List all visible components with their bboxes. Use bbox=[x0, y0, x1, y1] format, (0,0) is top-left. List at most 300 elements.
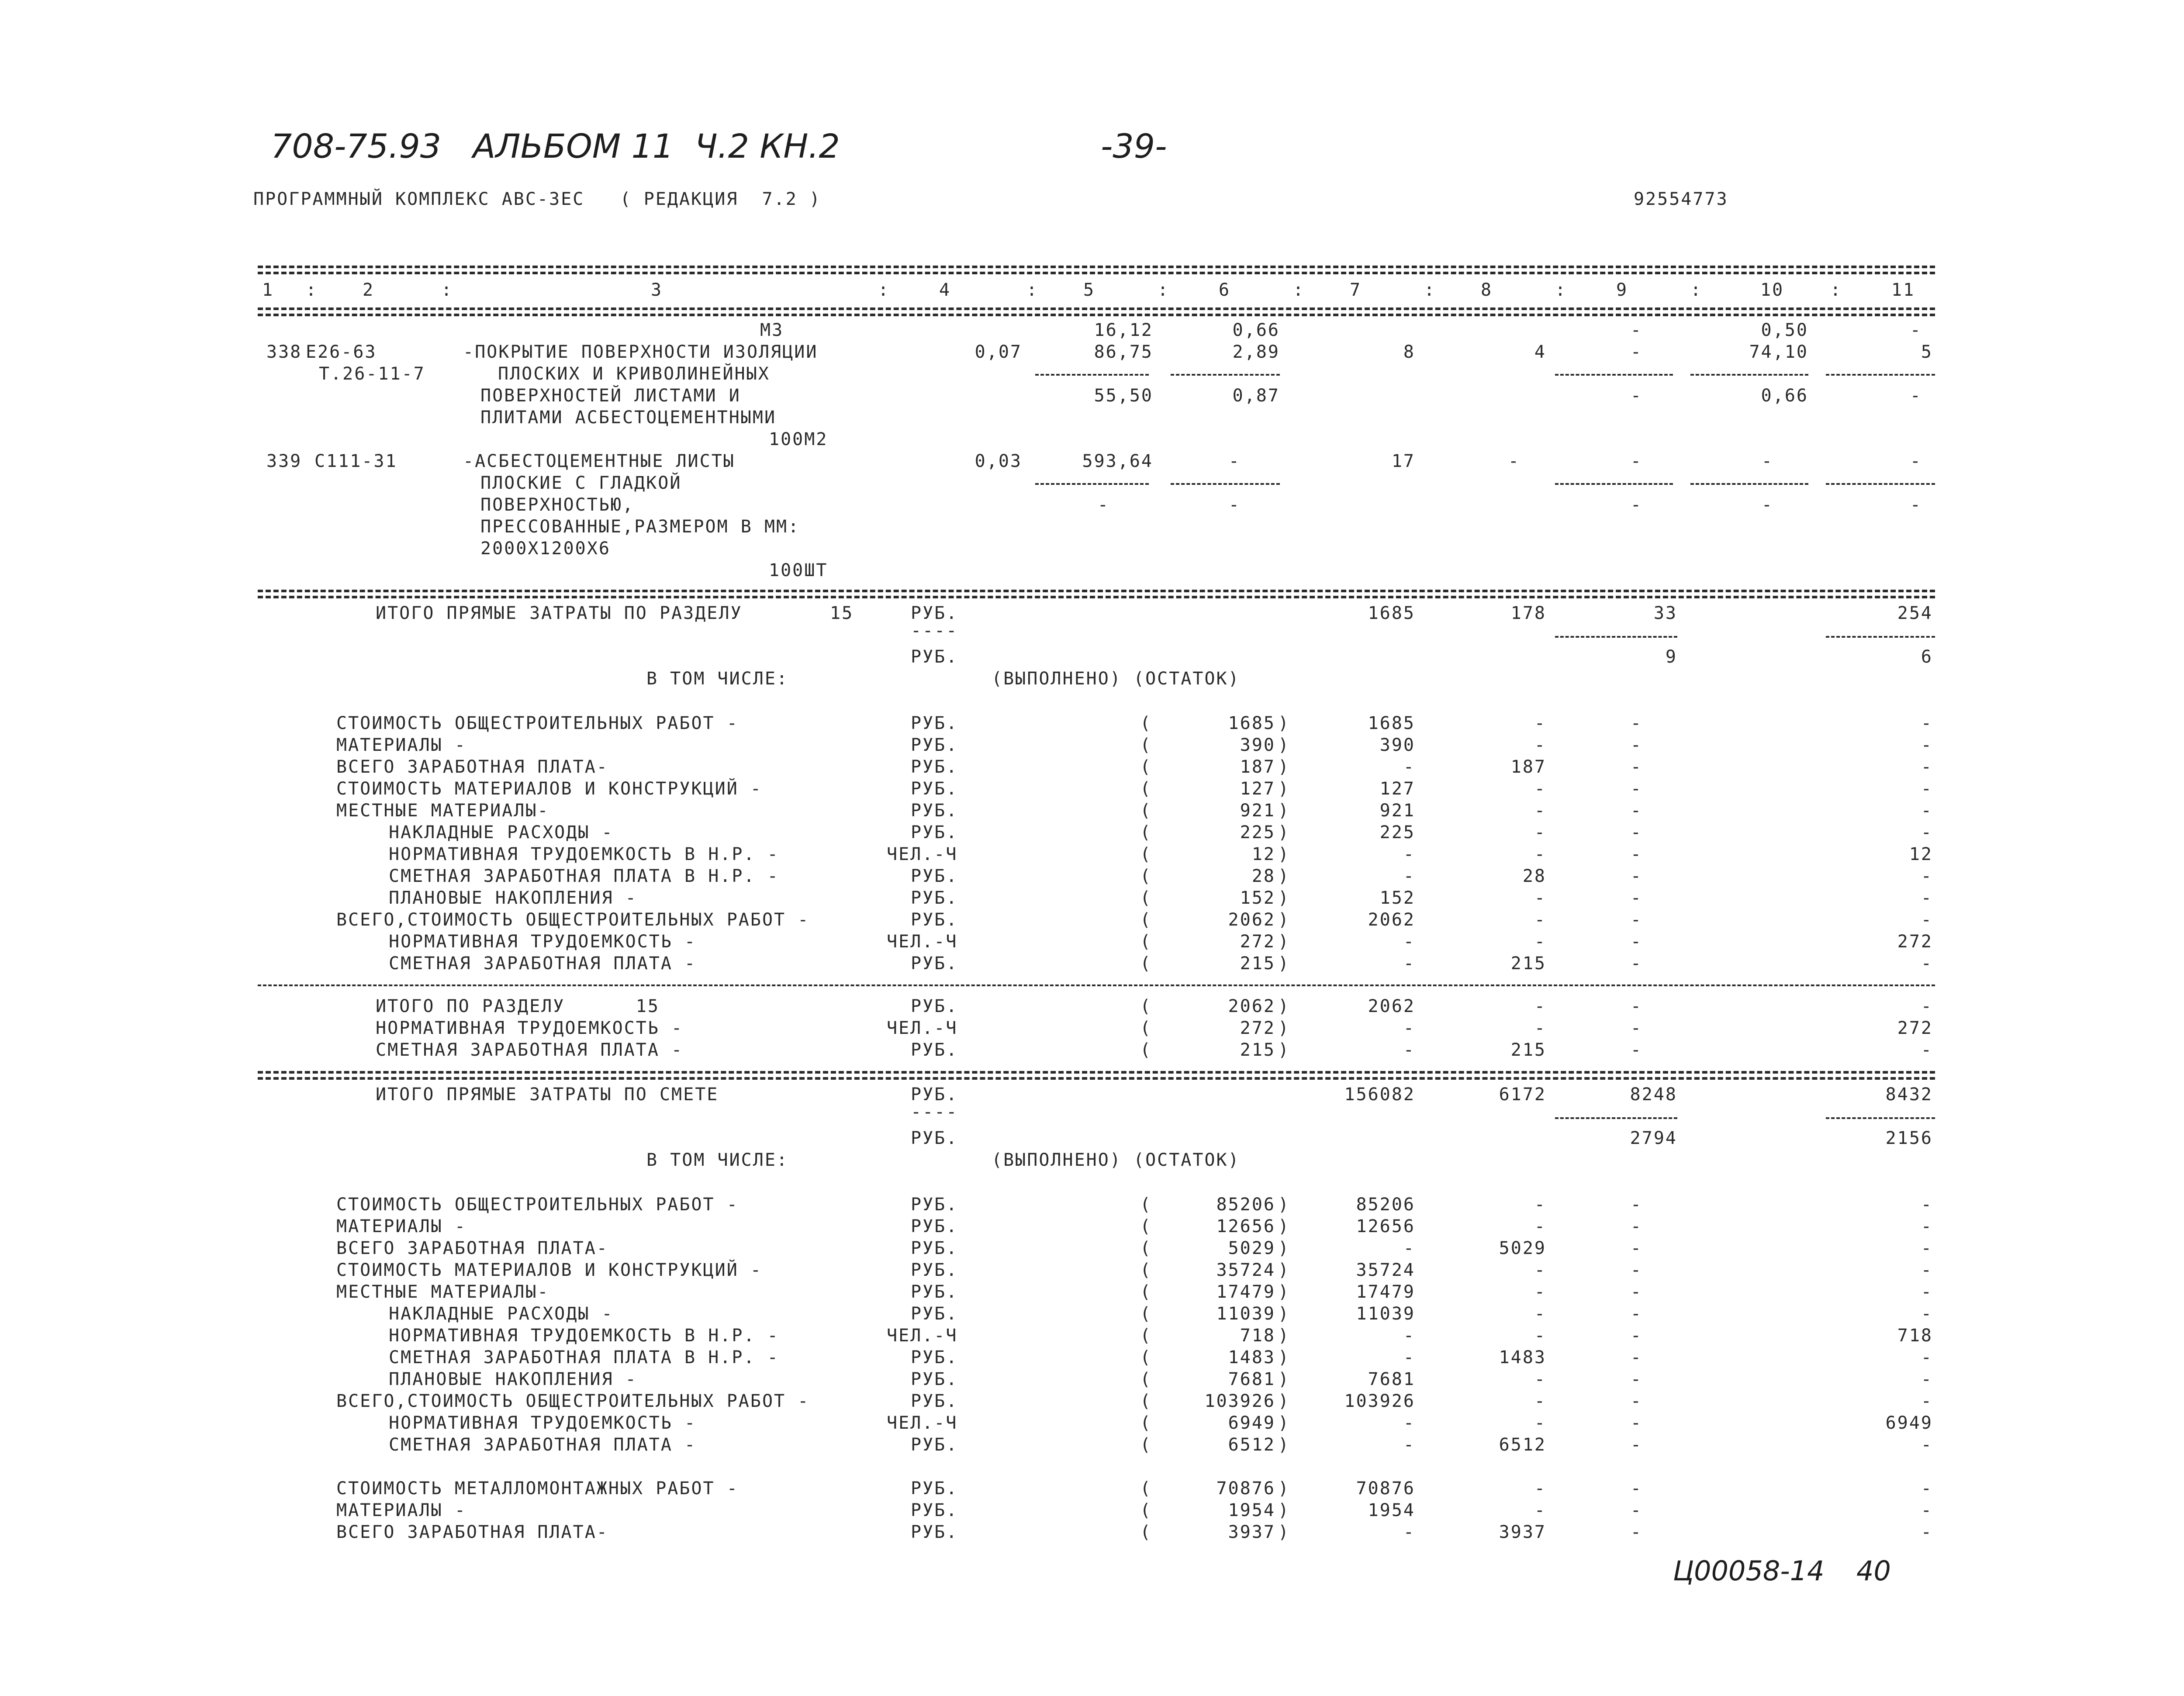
column-separator: : bbox=[878, 280, 890, 300]
estimate-row-col7: 85206 bbox=[1356, 1195, 1415, 1215]
section-row-paren-close: ) bbox=[1278, 844, 1290, 864]
section-total-row-col9: - bbox=[1630, 1018, 1642, 1038]
item-339-col7: 17 bbox=[1391, 451, 1415, 471]
estimate-total-col7: 156082 bbox=[1344, 1085, 1415, 1105]
item-338-subrule-col11 bbox=[1826, 374, 1935, 376]
estimate-row-label: СТОИМОСТЬ МАТЕРИАЛОВ И КОНСТРУКЦИЙ - bbox=[336, 1260, 762, 1280]
estimate-row-col8: - bbox=[1534, 1304, 1546, 1324]
estimate-row-col9: - bbox=[1630, 1435, 1642, 1455]
item-339-desc-5: 2000Х1200Х6 bbox=[480, 539, 611, 559]
estimate-row-col9: - bbox=[1630, 1282, 1642, 1302]
section-row-label: СМЕТНАЯ ЗАРАБОТНАЯ ПЛАТА В Н.Р. - bbox=[389, 866, 779, 886]
estimate-row-paren-close: ) bbox=[1278, 1282, 1290, 1302]
section-total-row-unit: РУБ. bbox=[911, 1040, 958, 1060]
estimate-including-label: В ТОМ ЧИСЛЕ: bbox=[646, 1150, 788, 1170]
item-338-col6-line1: 0,66 bbox=[1232, 320, 1280, 340]
estimate-row-col9: - bbox=[1630, 1304, 1642, 1324]
estimate-total-subrule-col9 bbox=[1555, 1117, 1677, 1119]
section-total-row-col9: - bbox=[1630, 996, 1642, 1016]
estimate-metal-row-paren-open: ( bbox=[1140, 1478, 1152, 1499]
section-row-unit: РУБ. bbox=[911, 953, 958, 974]
page-number: -39- bbox=[1101, 127, 1167, 166]
section-total-title: ИТОГО ПРЯМЫЕ ЗАТРАТЫ ПО РАЗДЕЛУ bbox=[376, 603, 743, 623]
column-header-10: 10 bbox=[1760, 280, 1784, 300]
section-row-label: МЕСТНЫЕ МАТЕРИАЛЫ- bbox=[336, 801, 549, 821]
item-339-subrule-col5 bbox=[1035, 483, 1149, 485]
section-row-label: СМЕТНАЯ ЗАРАБОТНАЯ ПЛАТА - bbox=[389, 953, 697, 974]
item-338-col11-line2: 5 bbox=[1921, 342, 1933, 362]
section-row-unit: РУБ. bbox=[911, 910, 958, 930]
estimate-row-col8: - bbox=[1534, 1391, 1546, 1411]
item-338-col9-line3: - bbox=[1630, 386, 1642, 406]
estimate-total-title: ИТОГО ПРЯМЫЕ ЗАТРАТЫ ПО СМЕТЕ bbox=[376, 1085, 719, 1105]
section-including-label: В ТОМ ЧИСЛЕ: bbox=[646, 669, 788, 689]
header-rule-top bbox=[258, 266, 1935, 268]
section-row-paren-close: ) bbox=[1278, 822, 1290, 843]
section-row-unit: ЧЕЛ.-Ч bbox=[887, 844, 958, 864]
estimate-row-col9: - bbox=[1630, 1195, 1642, 1215]
estimate-row-label: ПЛАНОВЫЕ НАКОПЛЕНИЯ - bbox=[389, 1369, 637, 1389]
estimate-row-unit: РУБ. bbox=[911, 1304, 958, 1324]
section-row-col8: - bbox=[1534, 844, 1546, 864]
section-row-paren-open: ( bbox=[1140, 844, 1152, 864]
section-row-paren-close: ) bbox=[1278, 953, 1290, 974]
section-total-col9-b: 9 bbox=[1665, 647, 1677, 667]
estimate-row-unit: ЧЕЛ.-Ч bbox=[887, 1413, 958, 1433]
section-row-paren-close: ) bbox=[1278, 888, 1290, 908]
item-338-col5-line3: 55,50 bbox=[1094, 386, 1153, 406]
estimate-row-col11: - bbox=[1921, 1304, 1933, 1324]
item-339-qty: 0,03 bbox=[975, 451, 1022, 471]
estimate-row-done-value: 7681 bbox=[1228, 1369, 1275, 1389]
estimate-row-unit: РУБ. bbox=[911, 1195, 958, 1215]
estimate-row-label: ВСЕГО ЗАРАБОТНАЯ ПЛАТА- bbox=[336, 1238, 608, 1258]
estimate-row-paren-open: ( bbox=[1140, 1304, 1152, 1324]
item-338-number: 338 bbox=[266, 342, 302, 362]
item-338-col9-line1: - bbox=[1630, 320, 1642, 340]
estimate-row-done-value: 85206 bbox=[1216, 1195, 1275, 1215]
section-row-col11: - bbox=[1921, 713, 1933, 733]
item-339-col5-b: - bbox=[1097, 495, 1109, 515]
column-separator: : bbox=[306, 280, 318, 300]
section-row-col7: 1685 bbox=[1368, 713, 1415, 733]
section-total-row-paren-open: ( bbox=[1140, 1040, 1152, 1060]
item-339-subrule-col10 bbox=[1690, 483, 1808, 485]
section-total-row-paren-close: ) bbox=[1278, 1018, 1290, 1038]
column-separator: : bbox=[1555, 280, 1567, 300]
section-total-row-unit: РУБ. bbox=[911, 996, 958, 1016]
estimate-metal-row-label: МАТЕРИАЛЫ - bbox=[336, 1500, 467, 1520]
estimate-row-label: МАТЕРИАЛЫ - bbox=[336, 1216, 467, 1237]
section-row-col11: - bbox=[1921, 953, 1933, 974]
estimate-metal-row-done-value: 1954 bbox=[1228, 1500, 1275, 1520]
section-row-col9: - bbox=[1630, 888, 1642, 908]
section-row-paren-open: ( bbox=[1140, 822, 1152, 843]
estimate-metal-row-paren-close: ) bbox=[1278, 1478, 1290, 1499]
estimate-row-col7: 11039 bbox=[1356, 1304, 1415, 1324]
section-row-col9: - bbox=[1630, 844, 1642, 864]
header-rule-bottom-2 bbox=[258, 314, 1935, 316]
item-338-col9-line2: - bbox=[1630, 342, 1642, 362]
estimate-row-paren-close: ) bbox=[1278, 1435, 1290, 1455]
section-row-paren-close: ) bbox=[1278, 801, 1290, 821]
section-row-paren-open: ( bbox=[1140, 866, 1152, 886]
estimate-row-col7: - bbox=[1403, 1238, 1415, 1258]
section-row-paren-close: ) bbox=[1278, 757, 1290, 777]
estimate-row-col9: - bbox=[1630, 1369, 1642, 1389]
estimate-row-paren-open: ( bbox=[1140, 1216, 1152, 1237]
section-row-col9: - bbox=[1630, 910, 1642, 930]
estimate-row-paren-close: ) bbox=[1278, 1304, 1290, 1324]
item-339-subrule-col11 bbox=[1826, 483, 1935, 485]
estimate-row-col7: 12656 bbox=[1356, 1216, 1415, 1237]
section-row-paren-open: ( bbox=[1140, 757, 1152, 777]
section-row-label: МАТЕРИАЛЫ - bbox=[336, 735, 467, 755]
estimate-row-done-value: 6512 bbox=[1228, 1435, 1275, 1455]
section-total-row-done-value: 2062 bbox=[1228, 996, 1275, 1016]
estimate-row-done-value: 1483 bbox=[1228, 1347, 1275, 1368]
estimate-total-col9-b: 2794 bbox=[1630, 1128, 1677, 1148]
section-rule-top-2 bbox=[258, 596, 1935, 598]
column-header-2: 2 bbox=[363, 280, 375, 300]
estimate-row-col7: - bbox=[1403, 1413, 1415, 1433]
item-339-desc-3: ПОВЕРХНОСТЬЮ, bbox=[480, 495, 635, 515]
section-total-col11-b: 6 bbox=[1921, 647, 1933, 667]
item-339-col11-b: - bbox=[1910, 495, 1922, 515]
estimate-row-label: НАКЛАДНЫЕ РАСХОДЫ - bbox=[389, 1304, 614, 1324]
estimate-metal-row-paren-open: ( bbox=[1140, 1500, 1152, 1520]
item-339-col8: - bbox=[1508, 451, 1520, 471]
section-row-col7: 152 bbox=[1379, 888, 1415, 908]
section-total-row-col11: - bbox=[1921, 1040, 1933, 1060]
section-row-col11: 12 bbox=[1909, 844, 1933, 864]
section-row-done-value: 2062 bbox=[1228, 910, 1275, 930]
item-339-desc-4: ПРЕССОВАННЫЕ,РАЗМЕРОМ В ММ: bbox=[480, 517, 800, 537]
item-338-subrule-col9 bbox=[1555, 374, 1673, 376]
item-339-col10-b: - bbox=[1761, 495, 1773, 515]
estimate-row-paren-close: ) bbox=[1278, 1347, 1290, 1368]
section-total-row-label: СМЕТНАЯ ЗАРАБОТНАЯ ПЛАТА - bbox=[376, 1040, 684, 1060]
section-row-label: НОРМАТИВНАЯ ТРУДОЕМКОСТЬ В Н.Р. - bbox=[389, 844, 779, 864]
estimate-metal-row-label: ВСЕГО ЗАРАБОТНАЯ ПЛАТА- bbox=[336, 1522, 608, 1542]
estimate-row-col8: 5029 bbox=[1499, 1238, 1546, 1258]
estimate-row-done-value: 6949 bbox=[1228, 1413, 1275, 1433]
estimate-row-done-value: 718 bbox=[1240, 1326, 1275, 1346]
section-row-col11: - bbox=[1921, 822, 1933, 843]
item-338-code-2: Т.26-11-7 bbox=[319, 364, 425, 384]
item-338-col10-line1: 0,50 bbox=[1761, 320, 1808, 340]
estimate-row-unit: РУБ. bbox=[911, 1369, 958, 1389]
section-row-paren-open: ( bbox=[1140, 735, 1152, 755]
estimate-metal-row-col9: - bbox=[1630, 1522, 1642, 1542]
estimate-row-col11: 6949 bbox=[1885, 1413, 1933, 1433]
section-total-dashes: ---- bbox=[911, 621, 958, 641]
section-row-paren-open: ( bbox=[1140, 801, 1152, 821]
estimate-row-col9: - bbox=[1630, 1260, 1642, 1280]
section-total-row-col8: 215 bbox=[1510, 1040, 1546, 1060]
estimate-row-unit: РУБ. bbox=[911, 1216, 958, 1237]
section-subtotal-rule bbox=[258, 984, 1935, 986]
section-total-col7: 1685 bbox=[1368, 603, 1415, 623]
section-row-paren-open: ( bbox=[1140, 779, 1152, 799]
item-338-desc-2: ПЛОСКИХ И КРИВОЛИНЕЙНЫХ bbox=[498, 364, 770, 384]
section-total-row-paren-close: ) bbox=[1278, 1040, 1290, 1060]
section-row-col9: - bbox=[1630, 713, 1642, 733]
item-338-subrule-col10 bbox=[1690, 374, 1808, 376]
section-row-done-value: 127 bbox=[1240, 779, 1275, 799]
item-339-subrule-col6 bbox=[1171, 483, 1280, 485]
estimate-total-unit: РУБ. bbox=[911, 1085, 958, 1105]
section-row-done-value: 28 bbox=[1251, 866, 1275, 886]
estimate-row-col11: - bbox=[1921, 1216, 1933, 1237]
item-338-col6-line2: 2,89 bbox=[1232, 342, 1280, 362]
section-row-paren-close: ) bbox=[1278, 932, 1290, 952]
estimate-metal-row-unit: РУБ. bbox=[911, 1522, 958, 1542]
column-header-3: 3 bbox=[651, 280, 663, 300]
section-row-unit: РУБ. bbox=[911, 822, 958, 843]
estimate-row-label: НОРМАТИВНАЯ ТРУДОЕМКОСТЬ В Н.Р. - bbox=[389, 1326, 779, 1346]
section-row-col11: 272 bbox=[1897, 932, 1933, 952]
section-total-row-col11: 272 bbox=[1897, 1018, 1933, 1038]
section-row-col8: - bbox=[1534, 822, 1546, 843]
section-total-row-col11: - bbox=[1921, 996, 1933, 1016]
column-header-7: 7 bbox=[1350, 280, 1362, 300]
estimate-row-paren-close: ) bbox=[1278, 1238, 1290, 1258]
section-total-unit: РУБ. bbox=[911, 603, 958, 623]
section-row-done-value: 215 bbox=[1240, 953, 1275, 974]
section-row-paren-close: ) bbox=[1278, 735, 1290, 755]
section-row-paren-open: ( bbox=[1140, 888, 1152, 908]
column-separator: : bbox=[1158, 280, 1170, 300]
section-row-col7: - bbox=[1403, 757, 1415, 777]
section-total-row-paren-open: ( bbox=[1140, 996, 1152, 1016]
estimate-row-paren-open: ( bbox=[1140, 1260, 1152, 1280]
estimate-row-unit: РУБ. bbox=[911, 1347, 958, 1368]
item-339-col9: - bbox=[1630, 451, 1642, 471]
estimate-metal-row-paren-close: ) bbox=[1278, 1500, 1290, 1520]
estimate-row-col9: - bbox=[1630, 1413, 1642, 1433]
section-done-remaining-label: (ВЫПОЛНЕНО) (ОСТАТОК) bbox=[992, 669, 1240, 689]
estimate-row-label: СТОИМОСТЬ ОБЩЕСТРОИТЕЛЬНЫХ РАБОТ - bbox=[336, 1195, 739, 1215]
estimate-row-paren-open: ( bbox=[1140, 1282, 1152, 1302]
item-339-code: С111-31 bbox=[314, 451, 397, 471]
section-row-col11: - bbox=[1921, 866, 1933, 886]
estimate-metal-row-done-value: 3937 bbox=[1228, 1522, 1275, 1542]
item-339-col5: 593,64 bbox=[1082, 451, 1153, 471]
section-total-row-done-value: 272 bbox=[1240, 1018, 1275, 1038]
estimate-row-col9: - bbox=[1630, 1391, 1642, 1411]
section-row-unit: РУБ. bbox=[911, 735, 958, 755]
column-separator: : bbox=[1293, 280, 1305, 300]
estimate-row-paren-open: ( bbox=[1140, 1413, 1152, 1433]
estimate-metal-row-col8: - bbox=[1534, 1500, 1546, 1520]
estimate-row-unit: ЧЕЛ.-Ч bbox=[887, 1326, 958, 1346]
item-338-col11-line3: - bbox=[1910, 386, 1922, 406]
estimate-metal-row-col7: - bbox=[1403, 1522, 1415, 1542]
section-total-row-col8: - bbox=[1534, 1018, 1546, 1038]
estimate-row-done-value: 5029 bbox=[1228, 1238, 1275, 1258]
document-code: 92554773 bbox=[1634, 189, 1728, 209]
column-header-1: 1 bbox=[262, 280, 274, 300]
estimate-rule-top-2 bbox=[258, 1077, 1935, 1080]
estimate-row-col7: - bbox=[1403, 1347, 1415, 1368]
item-338-col6-line3: 0,87 bbox=[1232, 386, 1280, 406]
section-row-col8: - bbox=[1534, 713, 1546, 733]
estimate-row-paren-open: ( bbox=[1140, 1435, 1152, 1455]
section-total-row-col7: - bbox=[1403, 1018, 1415, 1038]
estimate-metal-row-paren-close: ) bbox=[1278, 1522, 1290, 1542]
section-row-col8: 215 bbox=[1510, 953, 1546, 974]
estimate-done-remaining-label: (ВЫПОЛНЕНО) (ОСТАТОК) bbox=[992, 1150, 1240, 1170]
estimate-total-col9: 8248 bbox=[1630, 1085, 1677, 1105]
estimate-row-label: МЕСТНЫЕ МАТЕРИАЛЫ- bbox=[336, 1282, 549, 1302]
section-row-label: ПЛАНОВЫЕ НАКОПЛЕНИЯ - bbox=[389, 888, 637, 908]
estimate-row-col11: - bbox=[1921, 1435, 1933, 1455]
estimate-row-paren-close: ) bbox=[1278, 1369, 1290, 1389]
section-row-unit: РУБ. bbox=[911, 757, 958, 777]
column-header-8: 8 bbox=[1481, 280, 1493, 300]
section-row-done-value: 225 bbox=[1240, 822, 1275, 843]
section-total-row-paren-close: ) bbox=[1278, 996, 1290, 1016]
section-row-col8: - bbox=[1534, 801, 1546, 821]
handwritten-stamp-code: Ц00058-14 bbox=[1673, 1555, 1825, 1587]
estimate-row-col11: - bbox=[1921, 1260, 1933, 1280]
section-row-unit: РУБ. bbox=[911, 801, 958, 821]
section-row-paren-open: ( bbox=[1140, 713, 1152, 733]
estimate-row-unit: РУБ. bbox=[911, 1282, 958, 1302]
section-total-row-col8: - bbox=[1534, 996, 1546, 1016]
estimate-row-col7: 17479 bbox=[1356, 1282, 1415, 1302]
section-total-subrule-col9 bbox=[1555, 636, 1677, 638]
column-separator: : bbox=[1690, 280, 1703, 300]
section-row-col7: - bbox=[1403, 953, 1415, 974]
estimate-metal-row-col7: 1954 bbox=[1368, 1500, 1415, 1520]
section-total-row-paren-open: ( bbox=[1140, 1018, 1152, 1038]
section-row-col8: - bbox=[1534, 932, 1546, 952]
item-338-col8: 4 bbox=[1534, 342, 1546, 362]
estimate-total-subrule-col11 bbox=[1826, 1117, 1935, 1119]
section-row-col11: - bbox=[1921, 735, 1933, 755]
section-row-paren-open: ( bbox=[1140, 932, 1152, 952]
section-row-col9: - bbox=[1630, 953, 1642, 974]
estimate-metal-row-col11: - bbox=[1921, 1500, 1933, 1520]
estimate-row-col9: - bbox=[1630, 1326, 1642, 1346]
section-row-done-value: 12 bbox=[1251, 844, 1275, 864]
section-row-col7: - bbox=[1403, 844, 1415, 864]
section-row-col9: - bbox=[1630, 866, 1642, 886]
handwritten-sheet-number: 40 bbox=[1856, 1555, 1891, 1587]
section-row-col7: 921 bbox=[1379, 801, 1415, 821]
section-row-col9: - bbox=[1630, 801, 1642, 821]
estimate-row-paren-open: ( bbox=[1140, 1391, 1152, 1411]
section-row-paren-close: ) bbox=[1278, 866, 1290, 886]
section-total-row-label: ИТОГО ПО РАЗДЕЛУ 15 bbox=[376, 996, 660, 1016]
section-total-row-done-value: 215 bbox=[1240, 1040, 1275, 1060]
section-total-row-label: НОРМАТИВНАЯ ТРУДОЕМКОСТЬ - bbox=[376, 1018, 684, 1038]
item-338-qty: 0,07 bbox=[975, 342, 1022, 362]
section-row-col11: - bbox=[1921, 801, 1933, 821]
section-total-number: 15 bbox=[830, 603, 854, 623]
estimate-row-paren-close: ) bbox=[1278, 1413, 1290, 1433]
section-row-col7: - bbox=[1403, 866, 1415, 886]
estimate-row-col8: - bbox=[1534, 1260, 1546, 1280]
handwritten-album-reference: 708-75.93 АЛЬБОМ 11 Ч.2 КН.2 bbox=[271, 127, 840, 166]
estimate-row-unit: РУБ. bbox=[911, 1260, 958, 1280]
item-338-desc-1: -ПОКРЫТИЕ ПОВЕРХНОСТИ ИЗОЛЯЦИИ bbox=[463, 342, 818, 362]
header-rule-bottom bbox=[258, 307, 1935, 310]
item-338-unit: 100М2 bbox=[769, 429, 828, 449]
estimate-metal-row-col7: 70876 bbox=[1356, 1478, 1415, 1499]
item-339-col6-b: - bbox=[1228, 495, 1241, 515]
estimate-metal-row-done-value: 70876 bbox=[1216, 1478, 1275, 1499]
section-row-col9: - bbox=[1630, 735, 1642, 755]
estimate-row-col8: 1483 bbox=[1499, 1347, 1546, 1368]
unit-m3: М3 bbox=[760, 320, 784, 340]
section-row-col7: 390 bbox=[1379, 735, 1415, 755]
section-row-col8: 28 bbox=[1522, 866, 1546, 886]
estimate-row-col9: - bbox=[1630, 1238, 1642, 1258]
section-row-label: ВСЕГО,СТОИМОСТЬ ОБЩЕСТРОИТЕЛЬНЫХ РАБОТ - bbox=[336, 910, 810, 930]
section-row-done-value: 272 bbox=[1240, 932, 1275, 952]
estimate-row-done-value: 103926 bbox=[1204, 1391, 1275, 1411]
section-row-unit: РУБ. bbox=[911, 866, 958, 886]
section-row-unit: РУБ. bbox=[911, 713, 958, 733]
estimate-rule-top bbox=[258, 1071, 1935, 1074]
column-header-9: 9 bbox=[1616, 280, 1628, 300]
estimate-total-dashes: ---- bbox=[911, 1102, 958, 1122]
estimate-row-label: НОРМАТИВНАЯ ТРУДОЕМКОСТЬ - bbox=[389, 1413, 697, 1433]
estimate-metal-row-col9: - bbox=[1630, 1500, 1642, 1520]
estimate-row-col9: - bbox=[1630, 1347, 1642, 1368]
section-row-col11: - bbox=[1921, 888, 1933, 908]
section-row-col7: 127 bbox=[1379, 779, 1415, 799]
estimate-row-col8: - bbox=[1534, 1216, 1546, 1237]
section-row-done-value: 1685 bbox=[1228, 713, 1275, 733]
estimate-row-col7: 35724 bbox=[1356, 1260, 1415, 1280]
section-row-unit: ЧЕЛ.-Ч bbox=[887, 932, 958, 952]
column-header-6: 6 bbox=[1219, 280, 1231, 300]
estimate-row-paren-open: ( bbox=[1140, 1238, 1152, 1258]
estimate-total-col11-b: 2156 bbox=[1885, 1128, 1933, 1148]
item-339-col6: - bbox=[1228, 451, 1241, 471]
item-338-desc-3: ПОВЕРХНОСТЕЙ ЛИСТАМИ И bbox=[480, 386, 741, 406]
section-row-col7: 225 bbox=[1379, 822, 1415, 843]
item-338-col10-line2: 74,10 bbox=[1749, 342, 1808, 362]
section-row-paren-open: ( bbox=[1140, 910, 1152, 930]
column-separator: : bbox=[1026, 280, 1039, 300]
item-339-col10: - bbox=[1761, 451, 1773, 471]
estimate-row-paren-open: ( bbox=[1140, 1369, 1152, 1389]
section-row-col8: - bbox=[1534, 910, 1546, 930]
column-separator: : bbox=[1830, 280, 1842, 300]
estimate-row-paren-close: ) bbox=[1278, 1391, 1290, 1411]
section-row-col7: - bbox=[1403, 932, 1415, 952]
item-339-desc-1: -АСБЕСТОЦЕМЕНТНЫЕ ЛИСТЫ bbox=[463, 451, 735, 471]
section-rule-top bbox=[258, 590, 1935, 592]
item-338-code: Е26-63 bbox=[306, 342, 377, 362]
estimate-row-col9: - bbox=[1630, 1216, 1642, 1237]
estimate-row-col7: 7681 bbox=[1368, 1369, 1415, 1389]
section-total-col8: 178 bbox=[1510, 603, 1546, 623]
section-total-col11: 254 bbox=[1897, 603, 1933, 623]
estimate-row-unit: РУБ. bbox=[911, 1391, 958, 1411]
section-total-subrule-col11 bbox=[1826, 636, 1935, 638]
estimate-metal-row-col11: - bbox=[1921, 1522, 1933, 1542]
section-row-paren-open: ( bbox=[1140, 953, 1152, 974]
section-row-col8: - bbox=[1534, 779, 1546, 799]
estimate-total-unit-2: РУБ. bbox=[911, 1128, 958, 1148]
item-339-desc-2: ПЛОСКИЕ С ГЛАДКОЙ bbox=[480, 473, 682, 493]
